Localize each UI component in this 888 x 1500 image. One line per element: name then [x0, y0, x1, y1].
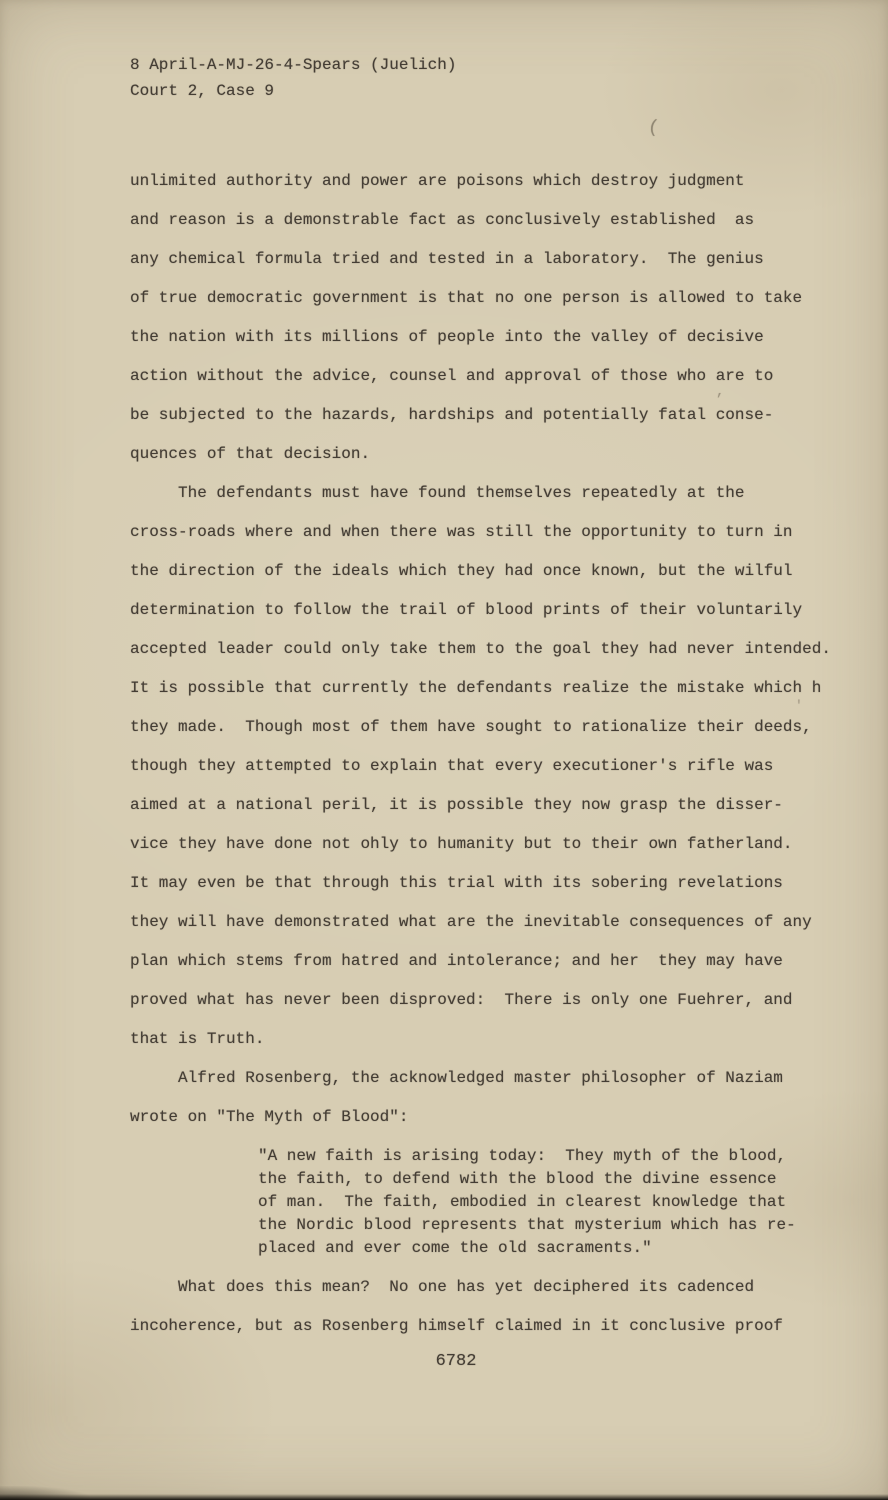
text-line: accepted leader could only take them to the goal they had never intended. [130, 640, 831, 658]
text-line: the Nordic blood represents that mysterium which has re- [258, 1216, 796, 1234]
text-line: any chemical formula tried and tested in a laboratory. The genius [130, 250, 764, 268]
text-line: unlimited authority and power are poisons which destroy judgment [130, 172, 745, 190]
text-line: that is Truth. [130, 1030, 265, 1048]
text-line: quences of that decision. [130, 445, 371, 463]
text-line: plan which stems from hatred and intolerance; and her they may have [130, 952, 783, 970]
text-line: though they attempted to explain that every executioner's rifle was [130, 757, 774, 775]
text-line: What does this mean? No one has yet deciphered its cadenced [178, 1278, 755, 1296]
header-line-1: 8 April-A-MJ-26-4-Spears (Juelich) [130, 56, 457, 74]
text-line: they made. Though most of them have sought to rationalize their deeds, [130, 718, 812, 736]
header-line-2: Court 2, Case 9 [130, 82, 275, 100]
document-header [130, 52, 838, 104]
paragraph [130, 474, 838, 1059]
block-quote [258, 1145, 838, 1260]
text-line: determination to follow the trail of blood prints of their voluntarily [130, 601, 803, 619]
paragraph [130, 162, 838, 474]
text-line: wrote on "The Myth of Blood": [130, 1108, 409, 1126]
text-line: placed and ever come the old sacraments." [258, 1239, 652, 1257]
text-line: action without the advice, counsel and approval of those who are to [130, 367, 774, 385]
text-line: of true democratic government is that no one person is allowed to take [130, 289, 803, 307]
text-line: The defendants must have found themselves repeatedly at the [178, 484, 745, 502]
text-line: and reason is a demonstrable fact as conclusively established as [130, 211, 755, 229]
text-line: vice they have done not ohly to humanity but to their own fatherland. [130, 835, 793, 853]
page-number: 6782 [435, 1352, 477, 1371]
paragraph [130, 1059, 838, 1137]
text-line: the direction of the ideals which they had once known, but the wilful [130, 562, 793, 580]
text-line: cross-roads where and when there was still the opportunity to turn in [130, 523, 793, 541]
scan-artifact: ' [795, 698, 803, 713]
paragraph [130, 1268, 838, 1346]
scan-bottom-edge [0, 1494, 888, 1500]
scan-artifact: ( [646, 117, 661, 139]
text-line: "A new faith is arising today: They myth of the blood, [258, 1147, 787, 1165]
scan-artifact: , [716, 384, 725, 400]
text-line: they will have demonstrated what are the inevitable consequences of any [130, 913, 812, 931]
text-line: incoherence, but as Rosenberg himself claimed in it conclusive proof [130, 1317, 783, 1335]
text-line: of man. The faith, embodied in clearest knowledge that [258, 1193, 787, 1211]
text-line: proved what has never been disproved: There is only one Fuehrer, and [130, 991, 793, 1009]
document-blocks [130, 162, 838, 1346]
text-line: the nation with its millions of people into the valley of decisive [130, 328, 764, 346]
text-line: aimed at a national peril, it is possible they now grasp the disser- [130, 796, 783, 814]
text-line: the faith, to defend with the blood the divine essence [258, 1170, 777, 1188]
text-line: It is possible that currently the defendants realize the mistake which h [130, 679, 822, 697]
text-line: be subjected to the hazards, hardships and potentially fatal conse- [130, 406, 774, 424]
text-line: It may even be that through this trial with its sobering revelations [130, 874, 783, 892]
text-line: Alfred Rosenberg, the acknowledged master philosopher of Naziam [178, 1069, 783, 1087]
